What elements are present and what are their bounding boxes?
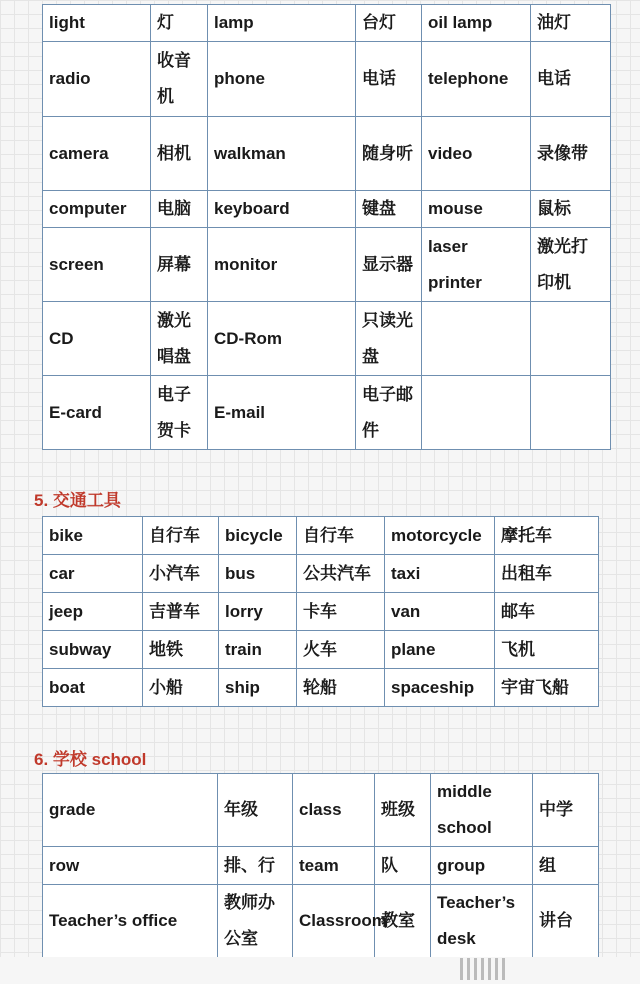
chinese-word-cell: 激光打印机 [531, 228, 611, 302]
table-row [43, 631, 599, 669]
english-word-cell: radio [43, 42, 151, 117]
chinese-word-cell: 出租车 [495, 555, 599, 593]
table-row [43, 774, 599, 847]
english-word-cell: video [422, 117, 531, 191]
chinese-word-cell: 录像带 [531, 117, 611, 191]
transport-vocab-table [42, 516, 599, 707]
english-word-cell: plane [385, 631, 495, 669]
english-word-cell: boat [43, 669, 143, 707]
chinese-word-cell: 相机 [151, 117, 208, 191]
english-word-cell: walkman [208, 117, 356, 191]
table-row [43, 847, 599, 885]
english-word-cell: CD-Rom [208, 302, 356, 376]
chinese-word-cell [531, 376, 611, 450]
english-word-cell: team [293, 847, 375, 885]
chinese-word-cell: 火车 [297, 631, 385, 669]
english-word-cell: grade [43, 774, 218, 847]
table-row [43, 376, 611, 450]
english-word-cell: car [43, 555, 143, 593]
chinese-word-cell: 激光唱盘 [151, 302, 208, 376]
chinese-word-cell: 教师办公室 [218, 885, 293, 958]
chinese-word-cell: 讲台 [533, 885, 599, 958]
chinese-word-cell: 小船 [143, 669, 219, 707]
bottom-fade [0, 957, 640, 984]
table-row [43, 669, 599, 707]
english-word-cell: computer [43, 191, 151, 228]
chinese-word-cell: 电子邮件 [356, 376, 422, 450]
chinese-word-cell: 邮车 [495, 593, 599, 631]
english-word-cell: mouse [422, 191, 531, 228]
english-word-cell: light [43, 5, 151, 42]
chinese-word-cell: 队 [375, 847, 431, 885]
chinese-word-cell: 电子贺卡 [151, 376, 208, 450]
table-row [43, 517, 599, 555]
table-row [43, 593, 599, 631]
english-word-cell: laser printer [422, 228, 531, 302]
english-word-cell: Teacher’s office [43, 885, 218, 958]
table-row [43, 117, 611, 191]
chinese-word-cell: 自行车 [143, 517, 219, 555]
english-word-cell: CD [43, 302, 151, 376]
english-word-cell: group [431, 847, 533, 885]
chinese-word-cell: 收音机 [151, 42, 208, 117]
english-word-cell: bicycle [219, 517, 297, 555]
english-word-cell: E-card [43, 376, 151, 450]
english-word-cell: subway [43, 631, 143, 669]
section-title-school: 6. 学校 school [34, 750, 147, 769]
chinese-word-cell: 宇宙飞船 [495, 669, 599, 707]
chinese-word-cell: 显示器 [356, 228, 422, 302]
chinese-word-cell: 电话 [531, 42, 611, 117]
school-vocab-table [42, 773, 599, 958]
table-row [43, 302, 611, 376]
english-word-cell: middle school [431, 774, 533, 847]
english-word-cell [422, 376, 531, 450]
table-row [43, 42, 611, 117]
table-row [43, 191, 611, 228]
chinese-word-cell: 排、行 [218, 847, 293, 885]
english-word-cell: Classroom [293, 885, 375, 958]
chinese-word-cell: 台灯 [356, 5, 422, 42]
english-word-cell: bike [43, 517, 143, 555]
english-word-cell: monitor [208, 228, 356, 302]
watermark-barcode-icon [460, 958, 505, 980]
chinese-word-cell: 电话 [356, 42, 422, 117]
table-row [43, 228, 611, 302]
english-word-cell: keyboard [208, 191, 356, 228]
english-word-cell: Teacher’s desk [431, 885, 533, 958]
chinese-word-cell: 飞机 [495, 631, 599, 669]
english-word-cell: screen [43, 228, 151, 302]
section-title-transport: 5. 交通工具 [34, 491, 121, 510]
chinese-word-cell: 轮船 [297, 669, 385, 707]
chinese-word-cell: 小汽车 [143, 555, 219, 593]
chinese-word-cell: 教室 [375, 885, 431, 958]
chinese-word-cell: 自行车 [297, 517, 385, 555]
chinese-word-cell [531, 302, 611, 376]
chinese-word-cell: 随身听 [356, 117, 422, 191]
english-word-cell: row [43, 847, 218, 885]
chinese-word-cell: 地铁 [143, 631, 219, 669]
chinese-word-cell: 屏幕 [151, 228, 208, 302]
english-word-cell: taxi [385, 555, 495, 593]
english-word-cell: class [293, 774, 375, 847]
chinese-word-cell: 吉普车 [143, 593, 219, 631]
chinese-word-cell: 灯 [151, 5, 208, 42]
english-word-cell: E-mail [208, 376, 356, 450]
table-row [43, 5, 611, 42]
chinese-word-cell: 只读光盘 [356, 302, 422, 376]
english-word-cell: bus [219, 555, 297, 593]
english-word-cell: motorcycle [385, 517, 495, 555]
chinese-word-cell: 油灯 [531, 5, 611, 42]
chinese-word-cell: 年级 [218, 774, 293, 847]
english-word-cell [422, 302, 531, 376]
chinese-word-cell: 班级 [375, 774, 431, 847]
english-word-cell: camera [43, 117, 151, 191]
chinese-word-cell: 鼠标 [531, 191, 611, 228]
english-word-cell: train [219, 631, 297, 669]
chinese-word-cell: 卡车 [297, 593, 385, 631]
chinese-word-cell: 电脑 [151, 191, 208, 228]
chinese-word-cell: 公共汽车 [297, 555, 385, 593]
english-word-cell: telephone [422, 42, 531, 117]
chinese-word-cell: 组 [533, 847, 599, 885]
english-word-cell: phone [208, 42, 356, 117]
english-word-cell: lorry [219, 593, 297, 631]
english-word-cell: oil lamp [422, 5, 531, 42]
table-row [43, 555, 599, 593]
chinese-word-cell: 中学 [533, 774, 599, 847]
english-word-cell: spaceship [385, 669, 495, 707]
electronics-vocab-table [42, 4, 611, 450]
table-row [43, 885, 599, 958]
english-word-cell: ship [219, 669, 297, 707]
english-word-cell: lamp [208, 5, 356, 42]
chinese-word-cell: 摩托车 [495, 517, 599, 555]
english-word-cell: jeep [43, 593, 143, 631]
english-word-cell: van [385, 593, 495, 631]
chinese-word-cell: 键盘 [356, 191, 422, 228]
